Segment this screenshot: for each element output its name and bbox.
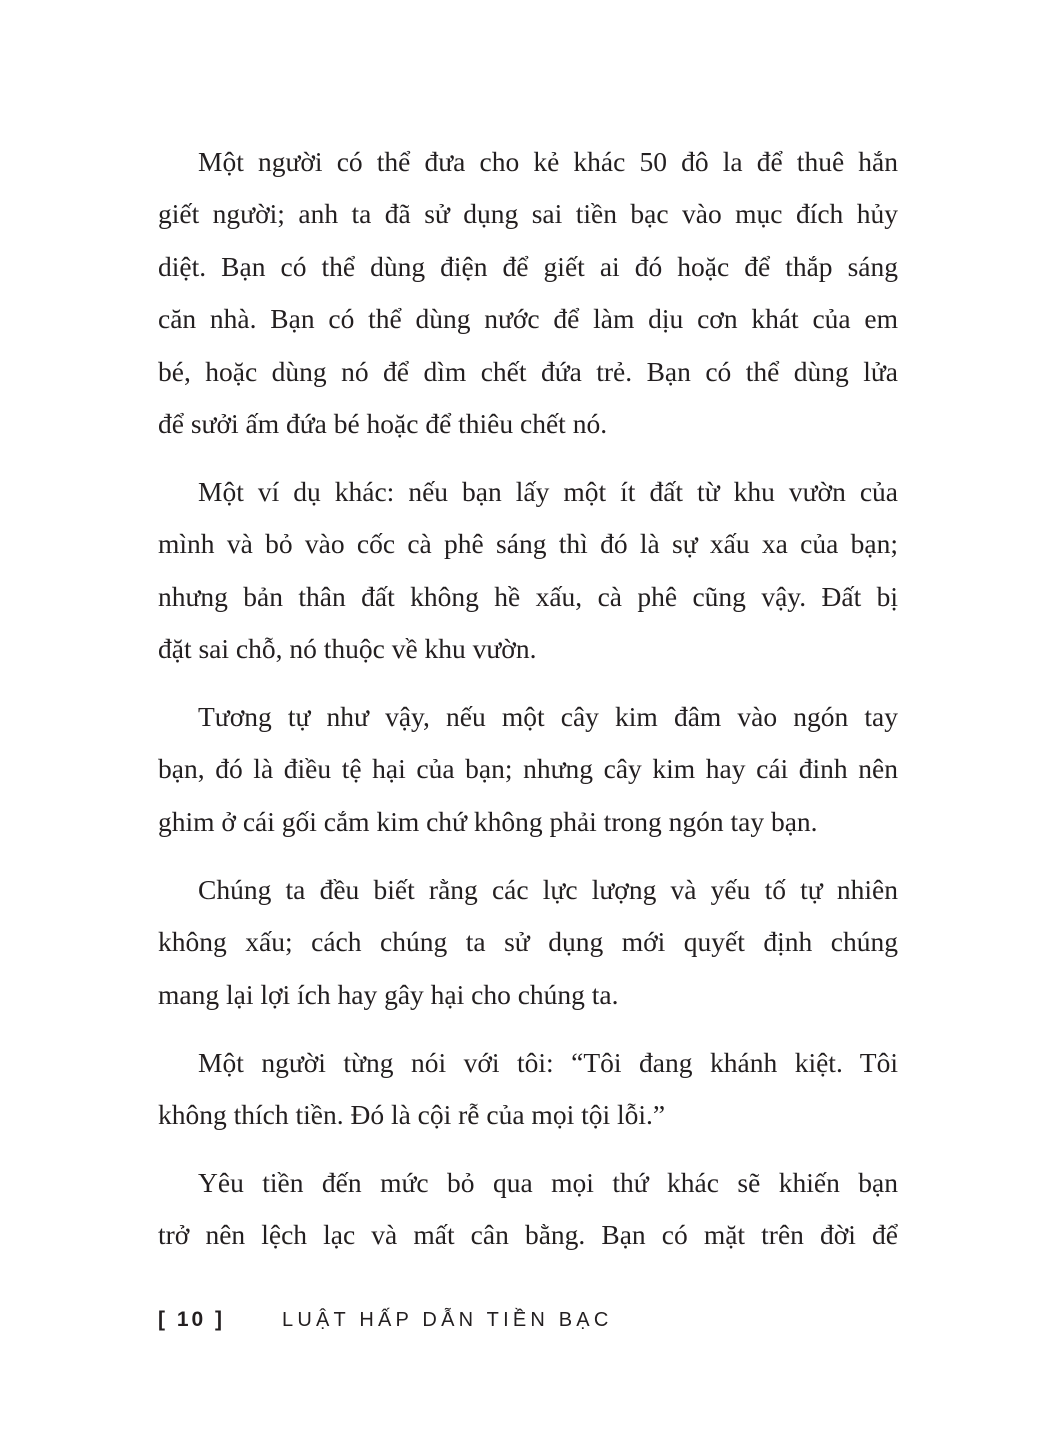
text-line: Một người từng nói với tôi: “Tôi đang khánh kiệt. Tôi <box>198 1046 898 1078</box>
text-line: mình và bỏ vào cốc cà phê sáng thì đó là sự xấu xa của bạn; <box>158 528 898 560</box>
page-body <box>158 136 898 1277</box>
paragraph <box>158 864 898 1021</box>
paragraph <box>158 1037 898 1142</box>
text-line: Yêu tiền đến mức bỏ qua mọi thứ khác sẽ khiến bạn <box>198 1167 898 1198</box>
text-line: diệt. Bạn có thể dùng điện để giết ai đó hoặc để thắp sáng <box>158 250 898 282</box>
text-line: trở nên lệch lạc và mất cân bằng. Bạn có mặt trên đời để <box>158 1219 898 1251</box>
text-line: căn nhà. Bạn có thể dùng nước để làm dịu cơn khát của em <box>158 303 898 335</box>
text-line: ghim ở cái gối cắm kim chứ không phải trong ngón tay bạn. <box>158 805 818 837</box>
text-line: không thích tiền. Đó là cội rễ của mọi tội lỗi.” <box>158 1099 666 1131</box>
text-line: bạn, đó là điều tệ hại của bạn; nhưng cây kim hay cái đinh nên <box>158 753 898 785</box>
text-line: Tương tự như vậy, nếu một cây kim đâm vào ngón tay <box>198 701 898 733</box>
text-line: không xấu; cách chúng ta sử dụng mới quyết định chúng <box>158 926 898 958</box>
paragraph <box>158 466 898 676</box>
text-line: Một người có thể đưa cho kẻ khác 50 đô la để thuê hắn <box>198 146 898 177</box>
text-line: Chúng ta đều biết rằng các lực lượng và yếu tố tự nhiên <box>198 873 898 905</box>
text-line: bé, hoặc dùng nó để dìm chết đứa trẻ. Bạn có thể dùng lửa <box>158 355 898 387</box>
text-line: nhưng bản thân đất không hề xấu, cà phê cũng vậy. Đất bị <box>158 580 898 612</box>
paragraph <box>158 691 898 848</box>
text-line: Một ví dụ khác: nếu bạn lấy một ít đất từ khu vườn của <box>198 475 898 507</box>
page-footer <box>158 1308 613 1332</box>
text-line: mang lại lợi ích hay gây hại cho chúng ta. <box>158 978 619 1010</box>
text-line: để sưởi ấm đứa bé hoặc để thiêu chết nó. <box>158 407 608 439</box>
text-line: đặt sai chỗ, nó thuộc về khu vườn. <box>158 633 537 665</box>
paragraph <box>158 136 898 450</box>
page-number: [ 10 ] <box>158 1308 226 1331</box>
running-title: LUẬT HẤP DẪN TIỀN BẠC <box>282 1309 613 1331</box>
text-line: giết người; anh ta đã sử dụng sai tiền bạc vào mục đích hủy <box>158 198 898 230</box>
paragraph <box>158 1157 898 1262</box>
